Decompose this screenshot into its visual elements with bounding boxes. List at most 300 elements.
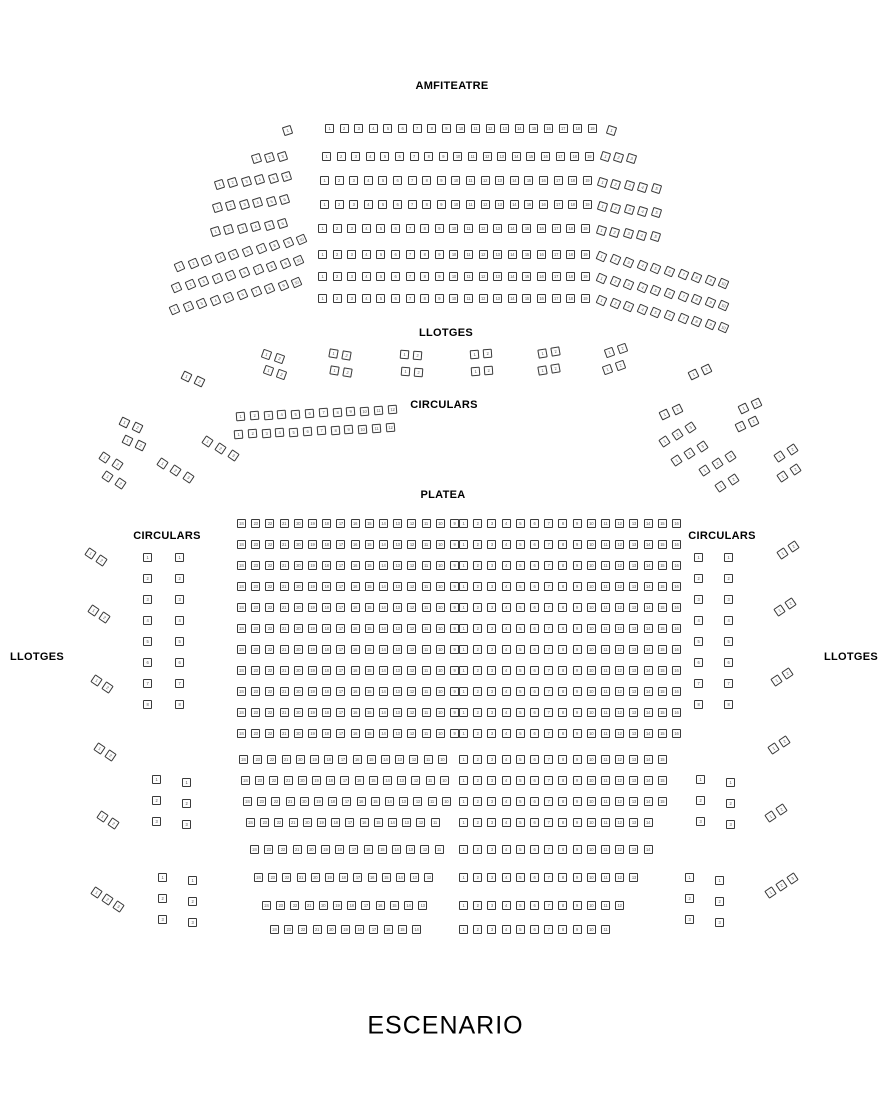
seat[interactable] — [369, 925, 378, 934]
seat[interactable] — [601, 901, 610, 910]
seat[interactable] — [321, 845, 330, 854]
seat[interactable] — [658, 776, 667, 785]
seat[interactable] — [281, 171, 292, 182]
seat[interactable] — [407, 729, 416, 738]
seat[interactable] — [784, 597, 796, 609]
seat[interactable] — [694, 574, 703, 583]
seat[interactable] — [573, 624, 582, 633]
seat[interactable] — [326, 776, 335, 785]
seat[interactable] — [715, 876, 724, 885]
seat[interactable] — [658, 519, 667, 528]
seat[interactable] — [558, 776, 567, 785]
seat[interactable] — [459, 666, 468, 675]
seat[interactable] — [237, 645, 246, 654]
seat[interactable] — [623, 228, 634, 239]
seat[interactable] — [581, 272, 590, 281]
seat[interactable] — [573, 666, 582, 675]
seat[interactable] — [379, 687, 388, 696]
seat[interactable] — [331, 818, 340, 827]
seat[interactable] — [322, 152, 331, 161]
seat[interactable] — [175, 553, 184, 562]
seat[interactable] — [393, 582, 402, 591]
seat[interactable] — [407, 666, 416, 675]
seat[interactable] — [450, 582, 459, 591]
seat[interactable] — [188, 876, 197, 885]
seat[interactable] — [330, 425, 340, 435]
seat[interactable] — [554, 176, 563, 185]
seat[interactable] — [484, 366, 494, 376]
seat[interactable] — [436, 708, 445, 717]
seat[interactable] — [308, 540, 317, 549]
seat[interactable] — [694, 679, 703, 688]
seat[interactable] — [473, 776, 482, 785]
seat[interactable] — [393, 561, 402, 570]
seat[interactable] — [325, 873, 334, 882]
seat[interactable] — [450, 624, 459, 633]
seat[interactable] — [225, 200, 236, 211]
seat[interactable] — [237, 289, 249, 301]
seat[interactable] — [558, 925, 567, 934]
seat[interactable] — [671, 403, 683, 415]
seat[interactable] — [715, 918, 724, 927]
seat[interactable] — [353, 755, 362, 764]
seat[interactable] — [773, 604, 785, 616]
seat[interactable] — [487, 687, 496, 696]
seat[interactable] — [275, 428, 285, 438]
seat[interactable] — [587, 818, 596, 827]
seat[interactable] — [336, 687, 345, 696]
seat[interactable] — [558, 818, 567, 827]
seat[interactable] — [175, 595, 184, 604]
seat[interactable] — [502, 776, 511, 785]
seat[interactable] — [544, 582, 553, 591]
seat[interactable] — [704, 275, 716, 287]
seat[interactable] — [251, 729, 260, 738]
seat[interactable] — [715, 897, 724, 906]
seat[interactable] — [615, 360, 627, 372]
seat[interactable] — [393, 519, 402, 528]
seat[interactable] — [296, 755, 305, 764]
seat[interactable] — [378, 200, 387, 209]
seat[interactable] — [775, 803, 787, 815]
seat[interactable] — [453, 152, 462, 161]
seat[interactable] — [274, 818, 283, 827]
seat[interactable] — [267, 755, 276, 764]
seat[interactable] — [776, 547, 788, 559]
seat[interactable] — [254, 873, 263, 882]
seat[interactable] — [522, 294, 531, 303]
seat[interactable] — [374, 406, 384, 416]
seat[interactable] — [90, 674, 102, 686]
seat[interactable] — [516, 818, 525, 827]
seat[interactable] — [587, 925, 596, 934]
seat[interactable] — [587, 687, 596, 696]
seat[interactable] — [143, 679, 152, 688]
seat[interactable] — [473, 624, 482, 633]
seat[interactable] — [522, 224, 531, 233]
seat[interactable] — [629, 873, 638, 882]
seat[interactable] — [644, 755, 653, 764]
seat[interactable] — [369, 124, 378, 133]
seat[interactable] — [294, 645, 303, 654]
seat[interactable] — [333, 901, 342, 910]
seat[interactable] — [424, 152, 433, 161]
seat[interactable] — [407, 519, 416, 528]
seat[interactable] — [255, 776, 264, 785]
seat[interactable] — [530, 666, 539, 675]
seat[interactable] — [615, 603, 624, 612]
seat[interactable] — [312, 776, 321, 785]
seat[interactable] — [615, 645, 624, 654]
seat[interactable] — [544, 708, 553, 717]
seat[interactable] — [508, 294, 517, 303]
seat[interactable] — [158, 915, 167, 924]
seat[interactable] — [587, 873, 596, 882]
seat[interactable] — [237, 582, 246, 591]
seat[interactable] — [269, 240, 281, 252]
seat[interactable] — [251, 519, 260, 528]
seat[interactable] — [422, 708, 431, 717]
seat[interactable] — [530, 645, 539, 654]
seat[interactable] — [358, 424, 368, 434]
seat[interactable] — [282, 755, 291, 764]
seat[interactable] — [193, 375, 205, 387]
seat[interactable] — [530, 519, 539, 528]
seat[interactable] — [637, 206, 648, 217]
seat[interactable] — [629, 582, 638, 591]
seat[interactable] — [324, 755, 333, 764]
seat[interactable] — [436, 561, 445, 570]
seat[interactable] — [347, 250, 356, 259]
seat[interactable] — [524, 176, 533, 185]
seat[interactable] — [143, 700, 152, 709]
seat[interactable] — [246, 818, 255, 827]
seat[interactable] — [365, 582, 374, 591]
seat[interactable] — [530, 818, 539, 827]
seat[interactable] — [278, 845, 287, 854]
seat[interactable] — [516, 925, 525, 934]
seat[interactable] — [615, 818, 624, 827]
seat[interactable] — [544, 666, 553, 675]
seat[interactable] — [487, 845, 496, 854]
seat[interactable] — [450, 687, 459, 696]
seat[interactable] — [96, 810, 108, 822]
seat[interactable] — [644, 603, 653, 612]
seat[interactable] — [342, 797, 351, 806]
seat[interactable] — [672, 540, 681, 549]
seat[interactable] — [361, 901, 370, 910]
seat[interactable] — [696, 817, 705, 826]
seat[interactable] — [322, 561, 331, 570]
seat[interactable] — [464, 250, 473, 259]
seat[interactable] — [787, 540, 799, 552]
seat[interactable] — [724, 700, 733, 709]
seat[interactable] — [566, 294, 575, 303]
seat[interactable] — [587, 776, 596, 785]
seat[interactable] — [251, 561, 260, 570]
seat[interactable] — [725, 450, 737, 462]
seat[interactable] — [539, 200, 548, 209]
seat[interactable] — [424, 755, 433, 764]
seat[interactable] — [280, 729, 289, 738]
seat[interactable] — [450, 708, 459, 717]
seat[interactable] — [516, 582, 525, 591]
seat[interactable] — [251, 645, 260, 654]
seat[interactable] — [372, 424, 382, 434]
seat[interactable] — [698, 464, 710, 476]
seat[interactable] — [502, 582, 511, 591]
seat[interactable] — [282, 237, 294, 249]
seat[interactable] — [691, 316, 703, 328]
seat[interactable] — [691, 294, 703, 306]
seat[interactable] — [342, 367, 352, 377]
seat[interactable] — [544, 925, 553, 934]
seat[interactable] — [391, 294, 400, 303]
seat[interactable] — [268, 873, 277, 882]
seat[interactable] — [284, 776, 293, 785]
seat[interactable] — [393, 540, 402, 549]
seat[interactable] — [107, 817, 119, 829]
seat[interactable] — [493, 294, 502, 303]
seat[interactable] — [573, 797, 582, 806]
seat[interactable] — [750, 397, 762, 409]
seat[interactable] — [544, 845, 553, 854]
seat[interactable] — [449, 272, 458, 281]
seat[interactable] — [597, 177, 608, 188]
seat[interactable] — [587, 901, 596, 910]
seat[interactable] — [585, 152, 594, 161]
seat[interactable] — [158, 873, 167, 882]
seat[interactable] — [237, 519, 246, 528]
seat[interactable] — [254, 174, 265, 185]
seat[interactable] — [280, 666, 289, 675]
seat[interactable] — [406, 224, 415, 233]
seat[interactable] — [393, 624, 402, 633]
seat[interactable] — [644, 729, 653, 738]
seat[interactable] — [413, 797, 422, 806]
seat[interactable] — [550, 346, 560, 356]
seat[interactable] — [365, 561, 374, 570]
seat[interactable] — [436, 582, 445, 591]
seat[interactable] — [247, 429, 257, 439]
seat[interactable] — [502, 708, 511, 717]
seat[interactable] — [223, 224, 234, 235]
seat[interactable] — [143, 616, 152, 625]
seat[interactable] — [724, 616, 733, 625]
seat[interactable] — [335, 845, 344, 854]
seat[interactable] — [280, 582, 289, 591]
seat[interactable] — [601, 687, 610, 696]
seat[interactable] — [265, 645, 274, 654]
seat[interactable] — [188, 918, 197, 927]
seat[interactable] — [196, 298, 208, 310]
seat[interactable] — [437, 176, 446, 185]
seat[interactable] — [529, 124, 538, 133]
seat[interactable] — [596, 251, 608, 263]
seat[interactable] — [322, 582, 331, 591]
seat[interactable] — [406, 250, 415, 259]
seat[interactable] — [479, 224, 488, 233]
seat[interactable] — [724, 658, 733, 667]
seat[interactable] — [365, 624, 374, 633]
seat[interactable] — [459, 755, 468, 764]
seat[interactable] — [644, 818, 653, 827]
seat[interactable] — [629, 561, 638, 570]
seat[interactable] — [459, 901, 468, 910]
seat[interactable] — [349, 200, 358, 209]
seat[interactable] — [604, 347, 616, 359]
seat[interactable] — [558, 873, 567, 882]
seat[interactable] — [724, 553, 733, 562]
seat[interactable] — [412, 925, 421, 934]
seat[interactable] — [253, 755, 262, 764]
seat[interactable] — [393, 603, 402, 612]
seat[interactable] — [573, 901, 582, 910]
seat[interactable] — [558, 687, 567, 696]
seat[interactable] — [502, 755, 511, 764]
seat[interactable] — [629, 687, 638, 696]
seat[interactable] — [672, 729, 681, 738]
seat[interactable] — [776, 470, 788, 482]
seat[interactable] — [436, 687, 445, 696]
seat[interactable] — [340, 776, 349, 785]
seat[interactable] — [251, 153, 262, 164]
seat[interactable] — [502, 845, 511, 854]
seat[interactable] — [773, 450, 785, 462]
seat[interactable] — [530, 755, 539, 764]
seat[interactable] — [169, 304, 181, 316]
seat[interactable] — [587, 645, 596, 654]
seat[interactable] — [459, 925, 468, 934]
seat[interactable] — [380, 152, 389, 161]
seat[interactable] — [487, 708, 496, 717]
seat[interactable] — [435, 250, 444, 259]
seat[interactable] — [392, 845, 401, 854]
seat[interactable] — [664, 288, 676, 300]
seat[interactable] — [644, 776, 653, 785]
seat[interactable] — [502, 519, 511, 528]
seat[interactable] — [439, 152, 448, 161]
seat[interactable] — [265, 666, 274, 675]
seat[interactable] — [636, 230, 647, 241]
seat[interactable] — [658, 666, 667, 675]
seat[interactable] — [383, 124, 392, 133]
seat[interactable] — [351, 540, 360, 549]
seat[interactable] — [516, 603, 525, 612]
seat[interactable] — [770, 674, 782, 686]
seat[interactable] — [261, 428, 271, 438]
seat[interactable] — [406, 294, 415, 303]
seat[interactable] — [303, 818, 312, 827]
seat[interactable] — [658, 797, 667, 806]
seat[interactable] — [581, 224, 590, 233]
seat[interactable] — [615, 540, 624, 549]
seat[interactable] — [416, 818, 425, 827]
seat[interactable] — [459, 776, 468, 785]
seat[interactable] — [615, 582, 624, 591]
seat[interactable] — [398, 124, 407, 133]
seat[interactable] — [260, 818, 269, 827]
seat[interactable] — [365, 708, 374, 717]
seat[interactable] — [601, 708, 610, 717]
seat[interactable] — [296, 234, 308, 246]
seat[interactable] — [322, 624, 331, 633]
seat[interactable] — [516, 797, 525, 806]
seat[interactable] — [530, 582, 539, 591]
seat[interactable] — [587, 603, 596, 612]
seat[interactable] — [685, 421, 697, 433]
seat[interactable] — [615, 845, 624, 854]
seat[interactable] — [650, 183, 661, 194]
seat[interactable] — [365, 519, 374, 528]
seat[interactable] — [587, 845, 596, 854]
seat[interactable] — [422, 519, 431, 528]
seat[interactable] — [286, 797, 295, 806]
seat[interactable] — [279, 258, 291, 270]
seat[interactable] — [570, 152, 579, 161]
seat[interactable] — [450, 645, 459, 654]
seat[interactable] — [449, 224, 458, 233]
seat[interactable] — [308, 729, 317, 738]
seat[interactable] — [775, 879, 787, 891]
seat[interactable] — [573, 729, 582, 738]
seat[interactable] — [263, 365, 275, 377]
seat[interactable] — [516, 624, 525, 633]
seat[interactable] — [308, 666, 317, 675]
seat[interactable] — [764, 810, 776, 822]
seat[interactable] — [351, 603, 360, 612]
seat[interactable] — [530, 561, 539, 570]
seat[interactable] — [338, 755, 347, 764]
seat[interactable] — [726, 820, 735, 829]
seat[interactable] — [552, 272, 561, 281]
seat[interactable] — [502, 540, 511, 549]
seat[interactable] — [558, 603, 567, 612]
seat[interactable] — [530, 708, 539, 717]
seat[interactable] — [427, 124, 436, 133]
seat[interactable] — [349, 176, 358, 185]
seat[interactable] — [300, 797, 309, 806]
seat[interactable] — [310, 755, 319, 764]
seat[interactable] — [683, 447, 695, 459]
seat[interactable] — [121, 434, 133, 446]
seat[interactable] — [308, 519, 317, 528]
seat[interactable] — [112, 900, 124, 912]
seat[interactable] — [502, 901, 511, 910]
seat[interactable] — [393, 666, 402, 675]
seat[interactable] — [602, 364, 614, 376]
seat[interactable] — [573, 561, 582, 570]
seat[interactable] — [573, 519, 582, 528]
seat[interactable] — [214, 442, 226, 454]
seat[interactable] — [629, 755, 638, 764]
seat[interactable] — [351, 624, 360, 633]
seat[interactable] — [368, 873, 377, 882]
seat[interactable] — [251, 540, 260, 549]
seat[interactable] — [502, 666, 511, 675]
seat[interactable] — [280, 603, 289, 612]
seat[interactable] — [636, 282, 648, 294]
seat[interactable] — [558, 729, 567, 738]
seat[interactable] — [291, 277, 303, 289]
seat[interactable] — [435, 294, 444, 303]
seat[interactable] — [360, 818, 369, 827]
seat[interactable] — [131, 421, 143, 433]
seat[interactable] — [626, 153, 637, 164]
seat[interactable] — [418, 901, 427, 910]
seat[interactable] — [214, 179, 225, 190]
seat[interactable] — [487, 818, 496, 827]
